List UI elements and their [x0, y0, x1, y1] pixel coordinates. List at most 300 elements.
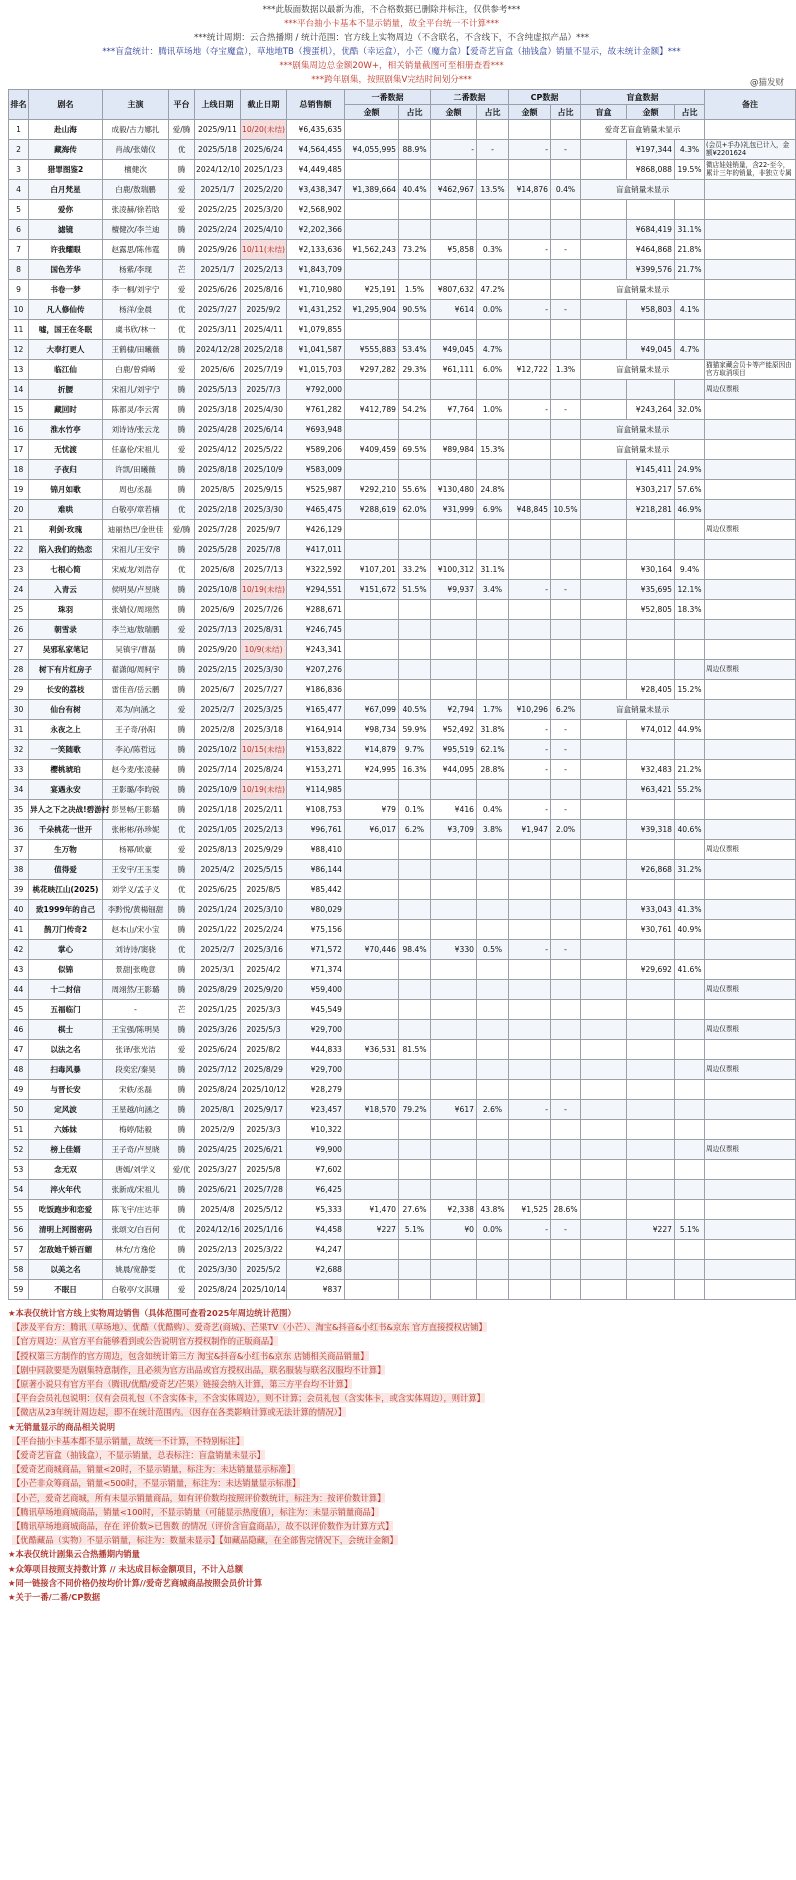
cast-cell: 檀健次/李兰迪: [103, 220, 169, 240]
total-sales-cell: ¥165,477: [287, 700, 345, 720]
note-text: 【爱奇艺商城商品，销量<20时，不显示销量，标注为：未达销量显示标准】: [12, 1464, 296, 1475]
lead1-share-cell: 55.6%: [399, 480, 431, 500]
blindbox-share-cell: [675, 840, 705, 860]
note-cell: [705, 1040, 796, 1060]
total-sales-cell: ¥6,425: [287, 1180, 345, 1200]
lead1-amount-cell: ¥67,099: [345, 700, 399, 720]
blindbox-amount-cell: ¥303,217: [627, 480, 675, 500]
blindbox-amount-cell: ¥30,164: [627, 560, 675, 580]
cast-cell: 檀健次: [103, 160, 169, 180]
blindbox-status-cell: [581, 960, 627, 980]
lead1-amount-cell: ¥1,295,904: [345, 300, 399, 320]
lead1-amount-cell: [345, 200, 399, 220]
platform-cell: 优: [169, 1260, 195, 1280]
lead2-amount-cell: ¥3,709: [431, 820, 477, 840]
platform-cell: 腾: [169, 800, 195, 820]
name-cell: 棋士: [29, 1020, 103, 1040]
cast-cell: 雷佳音/岳云鹏: [103, 680, 169, 700]
blindbox-status-cell: [581, 1280, 627, 1300]
platform-cell: 腾: [169, 900, 195, 920]
note-text: ★无销量显示的商品相关说明: [8, 1421, 116, 1432]
note-line: [8, 1590, 775, 1604]
rank-cell: 50: [9, 1100, 29, 1120]
note-cell: [705, 960, 796, 980]
platform-cell: 优: [169, 880, 195, 900]
cp-amount-cell: [509, 200, 551, 220]
cast-cell: 赵今麦/张凌赫: [103, 760, 169, 780]
blindbox-status-cell: [581, 1000, 627, 1020]
cp-amount-cell: -: [509, 800, 551, 820]
start-date-cell: 2025/7/13: [195, 620, 241, 640]
lead2-amount-cell: [431, 460, 477, 480]
blindbox-amount-cell: [627, 1080, 675, 1100]
cp-amount-cell: [509, 1080, 551, 1100]
lead2-amount-cell: ¥617: [431, 1100, 477, 1120]
blindbox-share-cell: 41.6%: [675, 960, 705, 980]
lead1-amount-cell: [345, 1060, 399, 1080]
cast-cell: 杨洋/金晨: [103, 300, 169, 320]
header-line: ***盲盒统计：腾讯草场地（夺宝魔盒），草地地TB（搜蛋机），优酷（幸运盒），小芒（魔力盒）【爱奇艺盲盒（抽钱盒）销量不显示，故未统计金额】***: [102, 47, 681, 57]
lead2-share-cell: 43.8%: [477, 1200, 509, 1220]
blindbox-amount-cell: ¥26,868: [627, 860, 675, 880]
total-sales-cell: ¥10,322: [287, 1120, 345, 1140]
total-sales-cell: ¥207,276: [287, 660, 345, 680]
lead1-share-cell: 27.6%: [399, 1200, 431, 1220]
lead1-share-cell: [399, 1280, 431, 1300]
lead1-amount-cell: [345, 1180, 399, 1200]
cp-share-cell: [551, 660, 581, 680]
rank-cell: 10: [9, 300, 29, 320]
table-row: [9, 680, 796, 700]
lead2-share-cell: 62.1%: [477, 740, 509, 760]
lead1-share-cell: 40.5%: [399, 700, 431, 720]
blindbox-share-cell: [675, 1180, 705, 1200]
start-date-cell: 2025/2/24: [195, 220, 241, 240]
rank-cell: 23: [9, 560, 29, 580]
cp-share-cell: [551, 1080, 581, 1100]
lead1-amount-cell: [345, 540, 399, 560]
lead2-share-cell: [477, 460, 509, 480]
cp-amount-cell: -: [509, 1100, 551, 1120]
lead2-amount-cell: -: [431, 140, 477, 160]
total-sales-cell: ¥59,400: [287, 980, 345, 1000]
lead1-share-cell: [399, 220, 431, 240]
start-date-cell: 2025/1/24: [195, 900, 241, 920]
note-cell: 微店娃娃销量，含22-至今，累计三年的销量，非独立专属: [705, 160, 796, 180]
cp-share-cell: [551, 1260, 581, 1280]
blindbox-share-cell: 31.1%: [675, 220, 705, 240]
name-cell: 异人之下之决战!碧游村: [29, 800, 103, 820]
total-sales-cell: ¥7,602: [287, 1160, 345, 1180]
cp-share-cell: [551, 1020, 581, 1040]
note-cell: [705, 860, 796, 880]
start-date-cell: 2025/4/25: [195, 1140, 241, 1160]
lead2-share-cell: [477, 860, 509, 880]
lead1-amount-cell: [345, 220, 399, 240]
end-date-cell: 2025/7/8: [241, 540, 287, 560]
blindbox-status-cell: [581, 1260, 627, 1280]
lead1-share-cell: 9.7%: [399, 740, 431, 760]
blindbox-amount-cell: [627, 520, 675, 540]
note-cell: [705, 240, 796, 260]
note-line: [8, 1391, 775, 1405]
lead2-share-cell: [477, 380, 509, 400]
rank-cell: 7: [9, 240, 29, 260]
note-cell: [705, 300, 796, 320]
lead2-amount-cell: [431, 1260, 477, 1280]
rank-cell: 18: [9, 460, 29, 480]
start-date-cell: 2025/5/13: [195, 380, 241, 400]
start-date-cell: 2025/2/15: [195, 660, 241, 680]
note-line: [8, 1363, 775, 1377]
total-sales-cell: ¥465,475: [287, 500, 345, 520]
cp-share-cell: [551, 520, 581, 540]
platform-cell: 腾: [169, 660, 195, 680]
table-row: [9, 660, 796, 680]
cast-cell: 王星越/向涵之: [103, 1100, 169, 1120]
lead1-share-cell: 5.1%: [399, 1220, 431, 1240]
blindbox-amount-cell: ¥33,043: [627, 900, 675, 920]
cp-amount-cell: -: [509, 760, 551, 780]
blindbox-amount-cell: ¥63,421: [627, 780, 675, 800]
lead2-amount-cell: ¥5,858: [431, 240, 477, 260]
blindbox-status-cell: 盲盒销量未显示: [581, 440, 705, 460]
note-text: 【小芒非众筹商品，销量<500时，不显示销量，标注为：未达销量显示标准】: [12, 1478, 301, 1489]
rank-cell: 24: [9, 580, 29, 600]
lead2-amount-cell: ¥9,937: [431, 580, 477, 600]
lead1-amount-cell: [345, 1120, 399, 1140]
cp-share-cell: -: [551, 720, 581, 740]
blindbox-status-cell: [581, 1100, 627, 1120]
cp-share-cell: [551, 980, 581, 1000]
cp-amount-cell: -: [509, 740, 551, 760]
end-date-cell: 2025/4/11: [241, 320, 287, 340]
rank-cell: 44: [9, 980, 29, 1000]
lead1-share-cell: [399, 420, 431, 440]
lead1-share-cell: 98.4%: [399, 940, 431, 960]
table-row: [9, 440, 796, 460]
lead2-amount-cell: [431, 1180, 477, 1200]
lead2-amount-cell: ¥2,338: [431, 1200, 477, 1220]
total-sales-cell: ¥2,688: [287, 1260, 345, 1280]
lead1-amount-cell: [345, 660, 399, 680]
lead2-share-cell: [477, 1260, 509, 1280]
lead2-share-cell: [477, 920, 509, 940]
lead2-share-cell: [477, 1140, 509, 1160]
blindbox-amount-cell: ¥49,045: [627, 340, 675, 360]
header-lead1: 一番数据: [345, 90, 431, 105]
end-date-cell: 2025/9/17: [241, 1100, 287, 1120]
blindbox-amount-cell: [627, 620, 675, 640]
table-row: [9, 1040, 796, 1060]
lead2-amount-cell: ¥614: [431, 300, 477, 320]
total-sales-cell: ¥29,700: [287, 1020, 345, 1040]
note-cell: [705, 420, 796, 440]
end-date-cell: 2025/4/30: [241, 400, 287, 420]
cp-amount-cell: -: [509, 400, 551, 420]
blindbox-amount-cell: ¥145,411: [627, 460, 675, 480]
cp-amount-cell: [509, 780, 551, 800]
note-line: [8, 1491, 775, 1505]
platform-cell: 爱/腾: [169, 520, 195, 540]
cp-share-cell: -: [551, 400, 581, 420]
lead2-share-cell: 1.0%: [477, 400, 509, 420]
blindbox-status-cell: [581, 460, 627, 480]
platform-cell: 爱: [169, 360, 195, 380]
blindbox-status-cell: [581, 820, 627, 840]
lead2-amount-cell: [431, 900, 477, 920]
blindbox-share-cell: [675, 1240, 705, 1260]
table-row: [9, 380, 796, 400]
name-cell: 猎罪图鉴2: [29, 160, 103, 180]
cp-amount-cell: [509, 1000, 551, 1020]
lead2-share-cell: 47.2%: [477, 280, 509, 300]
name-cell: 吴邪私家笔记: [29, 640, 103, 660]
table-row: [9, 220, 796, 240]
cp-share-cell: 6.2%: [551, 700, 581, 720]
lead2-amount-cell: [431, 1020, 477, 1040]
note-text: ★同一链接含不同价格仍按均价计算//爱奇艺商城商品按照会员价计算: [8, 1577, 263, 1588]
table-row: [9, 920, 796, 940]
cast-cell: 侯明昊/卢昱晓: [103, 580, 169, 600]
end-date-cell: 2025/10/14: [241, 1280, 287, 1300]
table-row: [9, 740, 796, 760]
name-cell: 生万物: [29, 840, 103, 860]
cast-cell: 白鹿/曾舜晞: [103, 360, 169, 380]
cast-cell: 白鹿/敖瑞鹏: [103, 180, 169, 200]
blindbox-share-cell: 44.9%: [675, 720, 705, 740]
note-cell: 周边仅票根: [705, 840, 796, 860]
blindbox-status-cell: [581, 1220, 627, 1240]
total-sales-cell: ¥792,000: [287, 380, 345, 400]
cp-share-cell: -: [551, 940, 581, 960]
name-cell: 临江仙: [29, 360, 103, 380]
end-date-cell: 2025/3/10: [241, 900, 287, 920]
blindbox-amount-cell: ¥868,088: [627, 160, 675, 180]
total-sales-cell: ¥4,564,455: [287, 140, 345, 160]
header-cast: 主演: [103, 90, 169, 120]
blindbox-status-cell: [581, 1160, 627, 1180]
name-cell: 一笑随歌: [29, 740, 103, 760]
platform-cell: 腾: [169, 460, 195, 480]
lead1-amount-cell: ¥1,470: [345, 1200, 399, 1220]
lead1-amount-cell: [345, 460, 399, 480]
total-sales-cell: ¥29,700: [287, 1060, 345, 1080]
blindbox-status-cell: [581, 560, 627, 580]
note-cell: [705, 120, 796, 140]
blindbox-status-cell: [581, 900, 627, 920]
note-cell: [705, 200, 796, 220]
lead1-share-cell: [399, 520, 431, 540]
lead2-share-cell: [477, 1040, 509, 1060]
cp-amount-cell: [509, 260, 551, 280]
blindbox-amount-cell: [627, 1140, 675, 1160]
lead1-share-cell: 29.3%: [399, 360, 431, 380]
lead1-share-cell: [399, 980, 431, 1000]
lead2-share-cell: [477, 660, 509, 680]
lead1-share-cell: 33.2%: [399, 560, 431, 580]
start-date-cell: 2025/3/11: [195, 320, 241, 340]
lead2-amount-cell: [431, 620, 477, 640]
table-row: [9, 600, 796, 620]
blindbox-status-cell: [581, 840, 627, 860]
total-sales-cell: ¥86,144: [287, 860, 345, 880]
name-cell: 树下有片红房子: [29, 660, 103, 680]
blindbox-share-cell: 55.2%: [675, 780, 705, 800]
start-date-cell: 2025/10/9: [195, 780, 241, 800]
total-sales-cell: ¥4,247: [287, 1240, 345, 1260]
end-date-cell: 2025/3/18: [241, 720, 287, 740]
cp-amount-cell: [509, 1280, 551, 1300]
total-sales-cell: ¥9,900: [287, 1140, 345, 1160]
total-sales-cell: ¥71,374: [287, 960, 345, 980]
lead2-amount-cell: [431, 640, 477, 660]
name-cell: 国色芳华: [29, 260, 103, 280]
cp-amount-cell: [509, 280, 551, 300]
lead2-share-cell: [477, 420, 509, 440]
name-cell: 鹊刀门传奇2: [29, 920, 103, 940]
total-sales-cell: ¥2,133,636: [287, 240, 345, 260]
total-sales-cell: ¥525,987: [287, 480, 345, 500]
note-text: 【爱奇艺盲盒（抽钱盒），不显示销量，总表标注：盲盒销量未显示】: [12, 1450, 266, 1461]
blindbox-amount-cell: [627, 200, 675, 220]
blindbox-amount-cell: ¥464,868: [627, 240, 675, 260]
rank-cell: 26: [9, 620, 29, 640]
lead1-share-cell: [399, 680, 431, 700]
blindbox-amount-cell: ¥218,281: [627, 500, 675, 520]
note-line: [8, 1420, 775, 1434]
blindbox-share-cell: [675, 1000, 705, 1020]
cp-share-cell: [551, 280, 581, 300]
cp-amount-cell: [509, 1120, 551, 1140]
end-date-cell: 2025/7/13: [241, 560, 287, 580]
header-line: ***跨年剧集，按照剧集V完结时间划分***: [311, 75, 472, 85]
lead1-share-cell: 51.5%: [399, 580, 431, 600]
blindbox-status-cell: [581, 540, 627, 560]
start-date-cell: 2025/6/25: [195, 880, 241, 900]
platform-cell: 爱: [169, 840, 195, 860]
note-cell: [705, 560, 796, 580]
end-date-cell: 2025/5/2: [241, 1260, 287, 1280]
lead1-amount-cell: ¥1,389,664: [345, 180, 399, 200]
note-line: [8, 1306, 775, 1320]
platform-cell: 腾: [169, 380, 195, 400]
lead1-share-cell: 79.2%: [399, 1100, 431, 1120]
header-note: 备注: [705, 90, 796, 120]
cp-amount-cell: [509, 460, 551, 480]
lead1-share-cell: [399, 1020, 431, 1040]
note-cell: [705, 600, 796, 620]
table-row: [9, 1020, 796, 1040]
platform-cell: 优: [169, 1220, 195, 1240]
end-date-cell: 2025/8/5: [241, 880, 287, 900]
lead1-share-cell: 6.2%: [399, 820, 431, 840]
lead1-share-cell: [399, 600, 431, 620]
platform-cell: 腾: [169, 920, 195, 940]
blindbox-share-cell: 21.8%: [675, 240, 705, 260]
blindbox-share-cell: 32.0%: [675, 400, 705, 420]
lead2-amount-cell: [431, 1240, 477, 1260]
cp-share-cell: 28.6%: [551, 1200, 581, 1220]
cp-amount-cell: -: [509, 580, 551, 600]
lead2-share-cell: 24.8%: [477, 480, 509, 500]
header-lead2: 二番数据: [431, 90, 509, 105]
lead1-share-cell: [399, 1240, 431, 1260]
end-date-cell: 10/20(未结): [241, 120, 287, 140]
rank-cell: 14: [9, 380, 29, 400]
note-text: 【授权第三方制作的官方周边，包含如统计第三方 淘宝&抖音&小红书&京东 店铺相关商品销量】: [12, 1350, 369, 1361]
table-row: [9, 900, 796, 920]
rank-cell: 34: [9, 780, 29, 800]
start-date-cell: 2025/2/9: [195, 1120, 241, 1140]
lead2-amount-cell: ¥130,480: [431, 480, 477, 500]
lead2-share-cell: 6.0%: [477, 360, 509, 380]
lead1-share-cell: 53.4%: [399, 340, 431, 360]
name-cell: 值得爱: [29, 860, 103, 880]
blindbox-amount-cell: [627, 840, 675, 860]
blindbox-amount-cell: ¥35,695: [627, 580, 675, 600]
rank-cell: 30: [9, 700, 29, 720]
cp-amount-cell: [509, 920, 551, 940]
table-row: [9, 1200, 796, 1220]
rank-cell: 55: [9, 1200, 29, 1220]
platform-cell: 腾: [169, 1060, 195, 1080]
table-row: [9, 860, 796, 880]
lead1-amount-cell: ¥79: [345, 800, 399, 820]
note-line: [8, 1576, 775, 1590]
platform-cell: 优: [169, 820, 195, 840]
cast-cell: 肖战/张婧仪: [103, 140, 169, 160]
start-date-cell: 2025/9/11: [195, 120, 241, 140]
cp-share-cell: [551, 560, 581, 580]
lead2-share-cell: 15.3%: [477, 440, 509, 460]
lead2-amount-cell: [431, 1160, 477, 1180]
lead2-share-cell: 4.7%: [477, 340, 509, 360]
lead1-amount-cell: [345, 620, 399, 640]
cp-share-cell: [551, 1240, 581, 1260]
rank-cell: 8: [9, 260, 29, 280]
cp-amount-cell: [509, 120, 551, 140]
start-date-cell: 2025/4/12: [195, 440, 241, 460]
total-sales-cell: ¥417,011: [287, 540, 345, 560]
rank-cell: 1: [9, 120, 29, 140]
cp-share-cell: 10.5%: [551, 500, 581, 520]
end-date-cell: 2025/3/30: [241, 500, 287, 520]
cp-amount-cell: [509, 220, 551, 240]
table-row: [9, 700, 796, 720]
lead2-amount-cell: [431, 320, 477, 340]
note-text: 【优酷藏品（实物）不显示销量，标注为：数量未显示】【如藏品隐藏，在全部售完情况下，会统计金额】: [12, 1535, 398, 1546]
note-cell: [705, 1120, 796, 1140]
note-text: 【平台会员礼包说明：仅有会员礼包（不含实体卡，不含实体周边），则不计算；会员礼包（含实体卡，或含实体周边），则计算】: [12, 1393, 485, 1404]
rank-cell: 25: [9, 600, 29, 620]
cast-cell: 成毅/古力娜扎: [103, 120, 169, 140]
end-date-cell: 2025/7/28: [241, 1180, 287, 1200]
blindbox-status-cell: [581, 160, 627, 180]
name-cell: 以法之名: [29, 1040, 103, 1060]
lead1-amount-cell: [345, 600, 399, 620]
table-row: [9, 820, 796, 840]
cast-cell: 林允/方逸伦: [103, 1240, 169, 1260]
blindbox-status-cell: 盲盒销量未显示: [581, 700, 705, 720]
blindbox-status-cell: [581, 400, 627, 420]
blindbox-status-cell: [581, 580, 627, 600]
platform-cell: 腾: [169, 220, 195, 240]
lead2-share-cell: 28.8%: [477, 760, 509, 780]
lead1-amount-cell: ¥297,282: [345, 360, 399, 380]
cp-share-cell: 0.4%: [551, 180, 581, 200]
start-date-cell: 2025/8/24: [195, 1080, 241, 1100]
